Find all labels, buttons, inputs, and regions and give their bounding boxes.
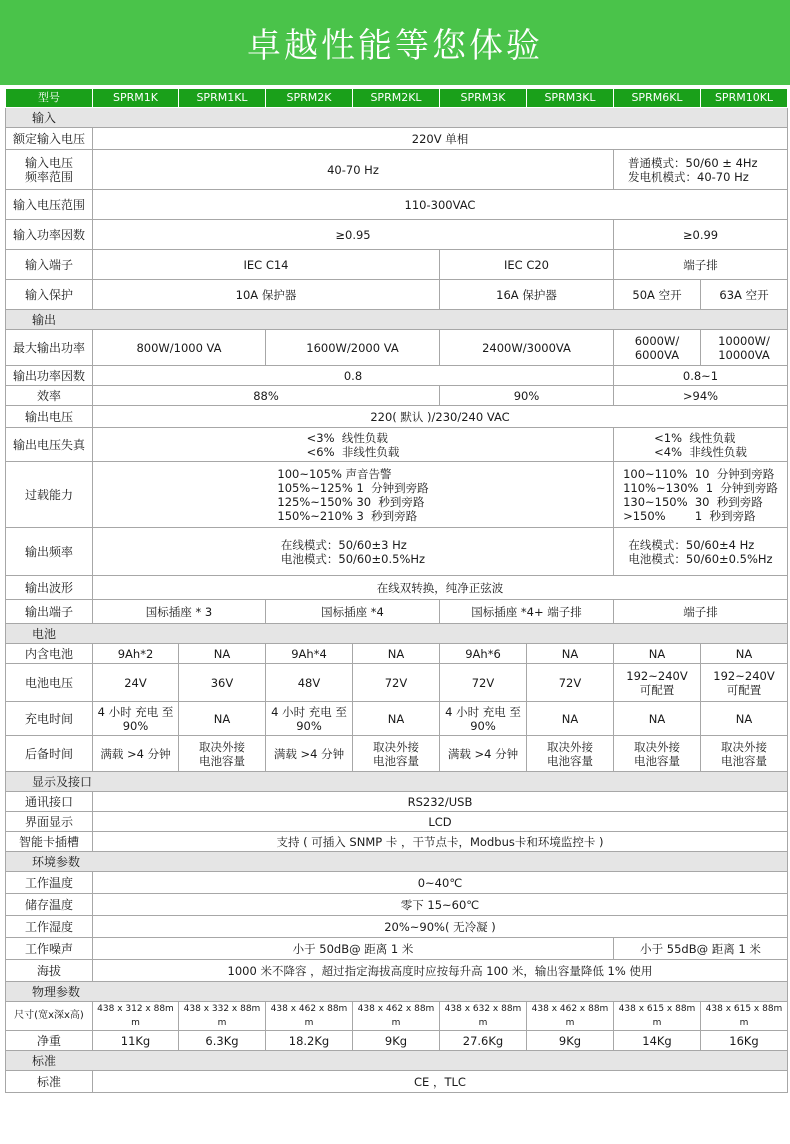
table-row bbox=[6, 576, 788, 600]
table-cell: 438 x 462 x 88mm bbox=[266, 1002, 353, 1031]
table-cell: 9Kg bbox=[353, 1031, 440, 1051]
table-cell: ≥0.99 bbox=[614, 220, 788, 250]
section-row bbox=[6, 772, 788, 792]
table-cell: 14Kg bbox=[614, 1031, 701, 1051]
banner-title: 卓越性能等您体验 bbox=[247, 26, 543, 66]
row-label: 输出频率 bbox=[6, 528, 93, 576]
table-cell: NA bbox=[527, 644, 614, 664]
row-label: 输出功率因数 bbox=[6, 366, 93, 386]
table-cell: 438 x 615 x 88mm bbox=[701, 1002, 788, 1031]
table-cell: 取决外接 电池容量 bbox=[199, 739, 245, 768]
row-label: 额定输入电压 bbox=[6, 128, 93, 150]
table-cell: >94% bbox=[614, 386, 788, 406]
row-label: 输入电压范围 bbox=[6, 190, 93, 220]
table-row bbox=[6, 462, 788, 528]
table-cell: 满载 >4 分钟 bbox=[93, 736, 179, 772]
table-cell: 438 x 632 x 88mm bbox=[440, 1002, 527, 1031]
table-cell: NA bbox=[179, 644, 266, 664]
row-label: 输入保护 bbox=[6, 280, 93, 310]
row-label: 工作湿度 bbox=[6, 916, 93, 938]
row-label: 输出电压 bbox=[6, 406, 93, 428]
table-cell: 16A 保护器 bbox=[440, 280, 614, 310]
table-cell: 小于 55dB@ 距离 1 米 bbox=[614, 938, 788, 960]
table-row bbox=[6, 812, 788, 832]
table-cell: NA bbox=[614, 702, 701, 736]
table-row bbox=[6, 702, 788, 736]
row-label: 通讯接口 bbox=[6, 792, 93, 812]
table-row bbox=[6, 938, 788, 960]
table-cell: 72V bbox=[440, 664, 527, 702]
table-cell: 72V bbox=[353, 664, 440, 702]
section-title: 环境参数 bbox=[6, 852, 788, 872]
table-cell: 在线模式：50/60±3 Hz 电池模式：50/60±0.5%Hz bbox=[280, 537, 426, 566]
table-cell: 国标插座 * 3 bbox=[93, 600, 266, 624]
table-cell: 438 x 332 x 88mm bbox=[179, 1002, 266, 1031]
section-row bbox=[6, 1051, 788, 1071]
table-cell: NA bbox=[353, 702, 440, 736]
table-row bbox=[6, 1031, 788, 1051]
section-row bbox=[6, 852, 788, 872]
table-cell: <3% 线性负载 <6% 非线性负载 bbox=[306, 430, 400, 459]
table-cell: NA bbox=[701, 644, 788, 664]
table-row bbox=[6, 150, 788, 190]
table-row bbox=[6, 330, 788, 366]
row-label: 储存温度 bbox=[6, 894, 93, 916]
section-title: 显示及接口 bbox=[6, 772, 788, 792]
row-label: 输出电压失真 bbox=[6, 428, 93, 462]
table-cell: NA bbox=[614, 644, 701, 664]
table-cell: IEC C20 bbox=[440, 250, 614, 280]
row-label: 输出端子 bbox=[6, 600, 93, 624]
table-cell: 满载 >4 分钟 bbox=[266, 736, 353, 772]
table-row bbox=[6, 428, 788, 462]
table-row bbox=[6, 960, 788, 982]
table-cell: 0.8 bbox=[93, 366, 614, 386]
table-cell: 438 x 462 x 88mm bbox=[527, 1002, 614, 1031]
table-row bbox=[6, 872, 788, 894]
table-cell: 取决外接 电池容量 bbox=[547, 739, 593, 768]
row-label: 最大输出功率 bbox=[6, 330, 93, 366]
table-row bbox=[6, 280, 788, 310]
table-cell: 国标插座 *4+ 端子排 bbox=[440, 600, 614, 624]
header-cell: SPRM3K bbox=[440, 89, 527, 108]
table-cell: <1% 线性负载 <4% 非线性负载 bbox=[654, 430, 747, 459]
row-label: 工作噪声 bbox=[6, 938, 93, 960]
table-cell: 438 x 312 x 88mm bbox=[93, 1002, 179, 1031]
header-cell: SPRM2K bbox=[266, 89, 353, 108]
table-cell: 63A 空开 bbox=[701, 280, 788, 310]
table-cell: 支持 ( 可插入 SNMP 卡 ，干节点卡，Modbus卡和环境监控卡 ) bbox=[93, 832, 788, 852]
table-cell: 192~240V 可配置 bbox=[626, 668, 688, 697]
table-row bbox=[6, 792, 788, 812]
table-cell: 20%~90%( 无冷凝 ) bbox=[93, 916, 788, 938]
table-cell: 9Kg bbox=[527, 1031, 614, 1051]
table-cell: 取决外接 电池容量 bbox=[721, 739, 767, 768]
table-cell: 40-70 Hz bbox=[93, 150, 614, 190]
table-cell: 1600W/2000 VA bbox=[266, 330, 440, 366]
section-title: 标准 bbox=[6, 1051, 788, 1071]
table-row bbox=[6, 250, 788, 280]
table-row bbox=[6, 220, 788, 250]
header-cell: SPRM10KL bbox=[701, 89, 788, 108]
table-cell: 438 x 462 x 88mm bbox=[353, 1002, 440, 1031]
header-cell: SPRM1KL bbox=[179, 89, 266, 108]
table-cell: 取决外接 电池容量 bbox=[634, 739, 680, 768]
section-row bbox=[6, 624, 788, 644]
section-row bbox=[6, 982, 788, 1002]
row-label: 电池电压 bbox=[6, 664, 93, 702]
table-cell: NA bbox=[179, 702, 266, 736]
title-banner bbox=[0, 0, 790, 85]
row-label: 输入功率因数 bbox=[6, 220, 93, 250]
row-label: 尺寸(宽x深x高) bbox=[6, 1002, 93, 1031]
table-row bbox=[6, 190, 788, 220]
table-row bbox=[6, 528, 788, 576]
section-title: 电池 bbox=[6, 624, 788, 644]
table-row bbox=[6, 832, 788, 852]
table-cell: 16Kg bbox=[701, 1031, 788, 1051]
table-cell: 小于 50dB@ 距离 1 米 bbox=[93, 938, 614, 960]
table-cell: 满载 >4 分钟 bbox=[440, 736, 527, 772]
table-cell: 72V bbox=[527, 664, 614, 702]
table-row bbox=[6, 1002, 788, 1031]
table-cell: NA bbox=[701, 702, 788, 736]
header-cell: SPRM1K bbox=[93, 89, 179, 108]
table-row bbox=[6, 128, 788, 150]
header-row bbox=[6, 89, 788, 108]
row-label: 工作温度 bbox=[6, 872, 93, 894]
table-cell: NA bbox=[353, 644, 440, 664]
table-cell: 2400W/3000VA bbox=[440, 330, 614, 366]
row-label: 输入电压 频率范围 bbox=[24, 155, 73, 184]
header-cell-model: 型号 bbox=[6, 89, 93, 108]
header-cell: SPRM6KL bbox=[614, 89, 701, 108]
table-cell: 18.2Kg bbox=[266, 1031, 353, 1051]
table-row bbox=[6, 386, 788, 406]
table-cell: 4 小时 充电 至 90% bbox=[271, 704, 347, 733]
table-cell: 220V 单相 bbox=[93, 128, 788, 150]
table-cell: 普通模式：50/60 ± 4Hz 发电机模式：40-70 Hz bbox=[628, 155, 758, 184]
row-label: 过载能力 bbox=[6, 462, 93, 528]
table-cell: 9Ah*2 bbox=[93, 644, 179, 664]
table-cell: 4 小时 充电 至 90% bbox=[445, 704, 521, 733]
table-row bbox=[6, 600, 788, 624]
section-title: 物理参数 bbox=[6, 982, 788, 1002]
section-row bbox=[6, 108, 788, 128]
table-cell: 0.8~1 bbox=[614, 366, 788, 386]
row-label: 充电时间 bbox=[6, 702, 93, 736]
table-cell: 6.3Kg bbox=[179, 1031, 266, 1051]
section-title: 输出 bbox=[6, 310, 788, 330]
table-cell: 50A 空开 bbox=[614, 280, 701, 310]
table-cell: 220( 默认 )/230/240 VAC bbox=[93, 406, 788, 428]
table-cell: 48V bbox=[266, 664, 353, 702]
table-cell: 取决外接 电池容量 bbox=[373, 739, 419, 768]
table-cell: 国标插座 *4 bbox=[266, 600, 440, 624]
table-cell: 800W/1000 VA bbox=[93, 330, 266, 366]
table-cell: 在线模式：50/60±4 Hz 电池模式：50/60±0.5%Hz bbox=[628, 537, 773, 566]
table-row bbox=[6, 916, 788, 938]
table-cell: 36V bbox=[179, 664, 266, 702]
table-cell: IEC C14 bbox=[93, 250, 440, 280]
table-cell: 端子排 bbox=[614, 600, 788, 624]
row-label: 后备时间 bbox=[6, 736, 93, 772]
table-row bbox=[6, 366, 788, 386]
table-cell: 100~105% 声音告警 105%~125% 1 分钟到旁路 125%~150% 30 秒到旁路 150%~210% 3 秒到旁路 bbox=[277, 466, 429, 523]
row-label: 输入端子 bbox=[6, 250, 93, 280]
row-label: 智能卡插槽 bbox=[6, 832, 93, 852]
table-row bbox=[6, 894, 788, 916]
table-cell: LCD bbox=[93, 812, 788, 832]
table-cell: 100~110% 10 分钟到旁路 110%~130% 1 分钟到旁路 130~150% 30 秒到旁路 >150% 1 秒到旁路 bbox=[623, 466, 778, 523]
section-title: 输入 bbox=[6, 108, 788, 128]
header-cell: SPRM2KL bbox=[353, 89, 440, 108]
table-cell: ≥0.95 bbox=[93, 220, 614, 250]
table-cell: 27.6Kg bbox=[440, 1031, 527, 1051]
table-cell: 90% bbox=[440, 386, 614, 406]
table-cell: 110-300VAC bbox=[93, 190, 788, 220]
table-cell: 在线双转换，纯净正弦波 bbox=[93, 576, 788, 600]
row-label: 标准 bbox=[6, 1071, 93, 1093]
table-row bbox=[6, 406, 788, 428]
table-cell: 4 小时 充电 至 90% bbox=[97, 704, 174, 733]
table-cell: 1000 米不降容 ，超过指定海拔高度时应按每升高 100 米，输出容量降低 1% 使用 bbox=[93, 960, 788, 982]
table-cell: 9Ah*4 bbox=[266, 644, 353, 664]
table-cell: 24V bbox=[93, 664, 179, 702]
table-cell: CE ，TLC bbox=[93, 1071, 788, 1093]
table-cell: 零下 15~60℃ bbox=[93, 894, 788, 916]
spec-table bbox=[5, 88, 788, 1093]
table-cell: 9Ah*6 bbox=[440, 644, 527, 664]
row-label: 净重 bbox=[6, 1031, 93, 1051]
table-cell: 438 x 615 x 88mm bbox=[614, 1002, 701, 1031]
table-cell: 10000W/ 10000VA bbox=[718, 333, 770, 362]
table-cell: 0~40℃ bbox=[93, 872, 788, 894]
table-cell: 11Kg bbox=[93, 1031, 179, 1051]
header-cell: SPRM3KL bbox=[527, 89, 614, 108]
table-row bbox=[6, 1071, 788, 1093]
table-cell: 端子排 bbox=[614, 250, 788, 280]
row-label: 效率 bbox=[6, 386, 93, 406]
table-row bbox=[6, 736, 788, 772]
table-row bbox=[6, 664, 788, 702]
row-label: 海拔 bbox=[6, 960, 93, 982]
row-label: 输出波形 bbox=[6, 576, 93, 600]
row-label: 界面显示 bbox=[6, 812, 93, 832]
table-row bbox=[6, 644, 788, 664]
table-cell: 10A 保护器 bbox=[93, 280, 440, 310]
table-cell: 192~240V 可配置 bbox=[713, 668, 775, 697]
table-cell: 6000W/ 6000VA bbox=[634, 333, 680, 362]
table-cell: NA bbox=[527, 702, 614, 736]
table-cell: RS232/USB bbox=[93, 792, 788, 812]
row-label: 内含电池 bbox=[6, 644, 93, 664]
table-cell: 88% bbox=[93, 386, 440, 406]
section-row bbox=[6, 310, 788, 330]
